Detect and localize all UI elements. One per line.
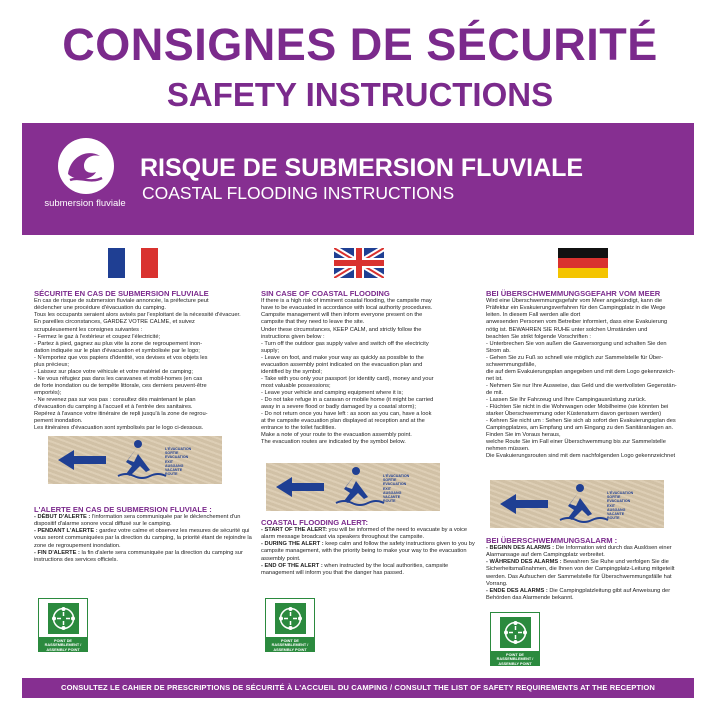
instruction-line: - Gehen Sie zu Fuß so schnell wie möglich zur Sammelstelle für Über-	[486, 354, 664, 361]
sign-line: SORTIE	[383, 478, 397, 483]
instructions-text	[261, 298, 479, 446]
sign-line: AUSGANG	[383, 490, 402, 495]
instruction-line: - Ne vous réfugiez pas dans les caravanes et mobil-homes (en cas	[34, 375, 203, 382]
instruction-line: - N'emportez que vos papiers d'identité, vos devises et vos objets les	[34, 354, 208, 361]
instruction-line: Make a note of your route to the evacuation assembly point.	[261, 432, 412, 439]
instruction-line: starker Überschwemmung oder Küstensturm davon gerissen werden)	[486, 411, 662, 418]
alert-item	[486, 588, 688, 602]
sign-line: L'ÉVACUATION	[383, 474, 410, 478]
alert-fr	[34, 506, 252, 564]
sign-line: L'ÉVACUATION	[607, 491, 634, 495]
instruction-line: - Laissez sur place votre véhicule et votre matériel de camping;	[34, 368, 194, 375]
instruction-line: most valuable possessions;	[261, 382, 331, 389]
instruction-line: schwemmungsfälle,	[486, 361, 536, 368]
instruction-line: identified by the symbol;	[261, 368, 323, 375]
sign-line: ROUTE	[383, 499, 396, 504]
instruction-line: die auf dem Evakuierungsplan angegeben und mit dem Logo gekennzeich-	[486, 368, 676, 375]
instruction-line: Campingplatzes, am Empfang und am Eingang zu den Sanitäranlagen an.	[486, 425, 674, 432]
instruction-line: de mit.	[486, 389, 504, 396]
sign-line: VACANTE	[607, 512, 625, 517]
instruction-line: d'évacuation du camping à l'accueil et à l'entrée des sanitaires.	[34, 404, 193, 411]
instruction-line: Die Evakuierungsrouten sind mit dem nachfolgenden Logo gekennzeichnet	[486, 453, 676, 460]
sign-line: ROUTE	[165, 472, 178, 477]
instruction-line: net ist.	[486, 375, 503, 382]
sign-line: EXIT	[383, 486, 391, 491]
assembly-point-sign	[490, 612, 540, 666]
instruction-line: Under these circumstances, KEEP CALM, and strictly follow the	[261, 326, 422, 333]
german-flag-icon	[558, 248, 608, 278]
banner-title-fr: RISQUE DE SUBMERSION FLUVIALE	[140, 154, 584, 182]
alert-title: BEI ÜBERSCHWEMMUNGSALARM :	[486, 536, 618, 545]
instruction-line: - Partez à pied, gagnez au plus vite la zone de regroupement inon-	[34, 340, 203, 347]
alert-de	[486, 537, 688, 602]
instruction-line: anwesenden Personen vom Betreiber informiert, dass eine Evakuierung	[486, 319, 668, 326]
evacuation-route-sign	[490, 480, 664, 528]
alert-item-text: keep calm and follow the safety instructions given to you by campsite management, with the priority being to make your way to the evacuation assembly point.	[261, 541, 475, 562]
alert-item-label: - FIN D'ALERTE :	[34, 549, 80, 556]
instruction-line: - Do not take refuge in a caravan or mobile home (it might be carried	[261, 397, 434, 403]
alert-item-text: Bewahren Sie Ruhe und verfolgen Sie die Sicherheitsmaßnahmen, die Ihnen von der Campingplatz-Leitung mitgeteilt werden. Das Aufsuchen der Sammelstelle für Überschwemmungsfälle hat Vorrang.	[486, 559, 675, 587]
alert-item-text: la fin d'alerte sera communiquée par la direction du camping sur instructions des services officiels.	[34, 549, 243, 563]
instruction-line: - Flüchten Sie nicht in die Wohnwagen oder Mobilheime (sie könnten bei	[486, 404, 669, 411]
instruction-line: - Nehmen Sie nur Ihre Ausweise, das Geld und die wertvollsten Gegenstän-	[486, 382, 677, 389]
sign-line: AUSGANG	[165, 463, 184, 468]
sign-label	[383, 474, 438, 503]
alert-item	[486, 559, 688, 587]
sign-line: SORTIE	[607, 495, 621, 500]
instruction-line: Präfektur ein Evakuierungsverfahren für den Campingplatz in die Wege	[486, 305, 666, 312]
instruction-line: beachten Sie strikt folgende Vorschriften :	[486, 333, 591, 340]
alert-en	[261, 519, 479, 577]
page-title-en: SAFETY INSTRUCTIONS	[166, 76, 554, 113]
hazard-banner	[22, 123, 694, 235]
section-title: SÉCURITE EN CAS DE SUBMERSION FLUVIALE	[34, 289, 209, 298]
alert-title: L'ALERTE EN CAS DE SUBMERSION FLUVIALE :	[34, 505, 212, 514]
sign-label	[165, 447, 220, 476]
instruction-line: - Do not return once you have left : as soon as you can, have a look	[261, 411, 432, 418]
banner-title-en: COASTAL FLOODING INSTRUCTIONS	[142, 183, 455, 203]
assembly-point-sign	[38, 598, 88, 652]
instructions-text	[34, 298, 252, 432]
instruction-line: supply;	[261, 347, 280, 354]
assembly-point-label: POINT DE RASSEMBLEMENT / ASSEMBLY POINT	[39, 637, 87, 652]
alert-item-label: - WÄHREND DES ALARMS :	[486, 559, 562, 566]
sign-line: VACANTE	[383, 495, 401, 500]
instruction-line: En pareilles circonstances, GARDEZ VOTRE CALME, et suivez	[34, 319, 195, 326]
instruction-line: En cas de risque de submersion fluviale annoncée, la préfecture peut	[34, 298, 209, 305]
alert-item	[486, 545, 688, 559]
instruction-line: Campsite management will then inform everyone present on the	[261, 312, 423, 319]
sign-label	[607, 491, 662, 520]
footer-notice: CONSULTEZ LE CAHIER DE PRESCRIPTIONS DE SÉCURITÉ À L'ACCUEIL DU CAMPING / CONSULT THE LIST OF SAFETY REQUIREMENTS AT THE RECEPTION	[22, 678, 694, 698]
assembly-point-label: POINT DE RASSEMBLEMENT / ASSEMBLY POINT	[266, 637, 314, 652]
instruction-line: Les itinéraires d'évacuation sont symbolisés par le logo ci-dessous.	[34, 425, 204, 432]
sign-line: EVACUATION	[607, 499, 631, 504]
assembly-point-icon	[48, 603, 79, 634]
instruction-line: nehmen müssen.	[486, 446, 530, 453]
alert-title: COASTAL FLOODING ALERT:	[261, 518, 369, 527]
instruction-line: If there is a high risk of imminent coastal flooding, the campsite may	[261, 298, 432, 305]
sign-line: EVACUATION	[165, 455, 189, 460]
instruction-line: Tous les occupants seraient alors avisés par l'exploitant de la nécessité d'évacuer.	[34, 312, 241, 319]
instruction-line: welche Route Sie im Fall einer Überschwemmung bis zur Sammelstelle	[486, 439, 666, 446]
instruction-line: plus précieux;	[34, 361, 70, 368]
french-flag-icon	[108, 248, 158, 278]
logo-label: submersion fluviale	[44, 198, 126, 209]
instruction-line: instructions given below :	[261, 333, 325, 340]
alert-item-text: you will be informed of the need to evacuate by a voice alarm message broadcast via speakers throughout the campsite.	[261, 527, 468, 541]
sign-line: VACANTE	[165, 468, 183, 473]
instruction-line: dation indiquée sur le plan d'évacuation et symbolisée par le logo;	[34, 347, 200, 354]
instruction-line: have to be evacuated in accordance with local authority procedures.	[261, 305, 433, 312]
instruction-line: scrupuleusement les consignes suivantes :	[34, 326, 143, 333]
instruction-line: evacuation assembly point indicated on the evacuation plan and	[261, 361, 423, 368]
instruction-line: Finden Sie im Voraus heraus,	[486, 432, 561, 439]
sign-line: EVACUATION	[383, 482, 407, 487]
section-title: SIN CASE OF COASTAL FLOODING	[261, 289, 390, 298]
alert-item	[34, 514, 252, 528]
instruction-line: - Turn off the outdoor gas supply valve and switch off the electricity	[261, 340, 429, 347]
alert-text	[486, 545, 688, 601]
instruction-line: - Take with you only your passport (or identity card), money and your	[261, 375, 434, 382]
alert-item-text: Die Campingplatzleitung gibt auf Anweisung der Behörden das Alarmende bekannt.	[486, 587, 671, 601]
alert-item-text: Die Information wird durch das Auslösen einer Alarmansage auf dem Campingplatz verbreitet.	[486, 545, 672, 559]
sign-line: EXIT	[165, 459, 173, 464]
instruction-line: - Fermez le gaz à l'extérieur et coupez l'électricité;	[34, 333, 161, 340]
column-en	[261, 290, 479, 446]
instruction-line: Wird eine Überschwemmungsgefahr vom Meer angekündigt, kann die	[486, 298, 663, 305]
assembly-point-icon	[500, 617, 531, 648]
assembly-point-sign	[265, 598, 315, 652]
instruction-line: at the campsite evacuation plan displayed at reception and at the	[261, 418, 425, 425]
alert-item-label: - END OF THE ALERT :	[261, 562, 323, 569]
alert-item	[34, 528, 252, 549]
instruction-line: Strom ab.	[486, 347, 511, 354]
alert-item	[261, 527, 479, 541]
assembly-point-icon	[275, 603, 306, 634]
instruction-line: Repérez à l'avance votre itinéraire de repli jusqu'à la zone de regrou-	[34, 411, 208, 418]
alert-item-label: - DURING THE ALERT :	[261, 541, 324, 548]
instruction-line: emportés);	[34, 389, 62, 396]
instruction-line: entrance to the toilet facilities.	[261, 425, 336, 432]
sign-line: AUSGANG	[607, 507, 626, 512]
alert-item	[261, 541, 479, 562]
sign-line: SORTIE	[165, 451, 179, 456]
uk-flag-icon	[334, 248, 384, 278]
section-title: BEI ÜBERSCHWEMMUNGSGEFAHR VOM MEER	[486, 289, 661, 298]
alert-item-text: l'information sera communiquée par le déclenchement d'un dispositif d'alarme sonore vocal diffusé sur le camping.	[34, 514, 241, 528]
assembly-point-label: POINT DE RASSEMBLEMENT / ASSEMBLY POINT	[491, 651, 539, 666]
instruction-line: - Lassen Sie Ihr Fahrzeug und Ihre Campingausrüstung zurück.	[486, 397, 647, 403]
alert-text	[261, 527, 479, 576]
column-fr	[34, 290, 252, 432]
alert-item-label: - BEGINN DES ALARMS :	[486, 545, 555, 552]
instruction-line: - Ne revenez pas sur vos pas : consultez dès maintenant le plan	[34, 397, 196, 403]
instruction-line: déclencher une procédure d'évacuation du camping.	[34, 305, 166, 312]
alert-item	[261, 563, 479, 577]
flood-wave-icon	[56, 136, 116, 196]
instruction-line: - Unterbrechen Sie von außen die Gasversorgung und schalten Sie den	[486, 340, 667, 347]
alert-item-label: - ENDE DES ALARMS :	[486, 587, 548, 594]
sign-line: L'ÉVACUATION	[165, 447, 192, 451]
sign-line: EXIT	[607, 503, 615, 508]
instruction-line: pement inondation.	[34, 418, 83, 425]
alert-item-label: - DÉBUT D'ALERTE :	[34, 514, 91, 521]
sign-line: ROUTE	[607, 516, 620, 521]
instruction-line: away in a severe flood or badly damaged by a coastal storm);	[261, 404, 416, 411]
instruction-line: - Leave on foot, and make your way as quickly as possible to the	[261, 354, 424, 361]
instructions-text	[486, 298, 688, 460]
column-de	[486, 290, 688, 460]
alert-item-text: gardez votre calme et observez les mesures de sécurité qui vous seront communiquées par la direction du camping, la priorité étant de rejoindre la zone de regroupement inondation.	[34, 528, 252, 549]
alert-item	[34, 550, 252, 564]
instruction-line: campsite that they need to leave the site.	[261, 319, 365, 326]
instruction-line: - Kehren Sie nicht um : Sehen Sie sich ab sofort den Evakuierungsplan des	[486, 418, 676, 425]
alert-item-label: - PENDANT L'ALERTE :	[34, 528, 98, 535]
page-title-fr: CONSIGNES DE SÉCURITÉ	[62, 19, 658, 70]
evacuation-route-sign	[48, 436, 222, 484]
alert-text	[34, 514, 252, 563]
alert-item-text: when instructed by the local authorities, campsite management will inform you that the danger has passed.	[261, 562, 449, 576]
evacuation-route-sign	[266, 463, 440, 511]
alert-item-label: - START OF THE ALERT:	[261, 527, 328, 534]
instruction-line: leiten. In diesem Fall werden alle dort	[486, 312, 581, 319]
instruction-line: - Leave your vehicle and camping equipment where it is;	[261, 389, 403, 396]
instruction-line: The evacuation routes are indicated by the symbol below.	[261, 439, 406, 446]
instruction-line: nötig ist. BEWAHREN SIE RUHE unter solchen Umständen und	[486, 326, 648, 333]
instruction-line: de forte inondation ou de tempête littorale, ces derniers peuvent-être	[34, 382, 207, 389]
